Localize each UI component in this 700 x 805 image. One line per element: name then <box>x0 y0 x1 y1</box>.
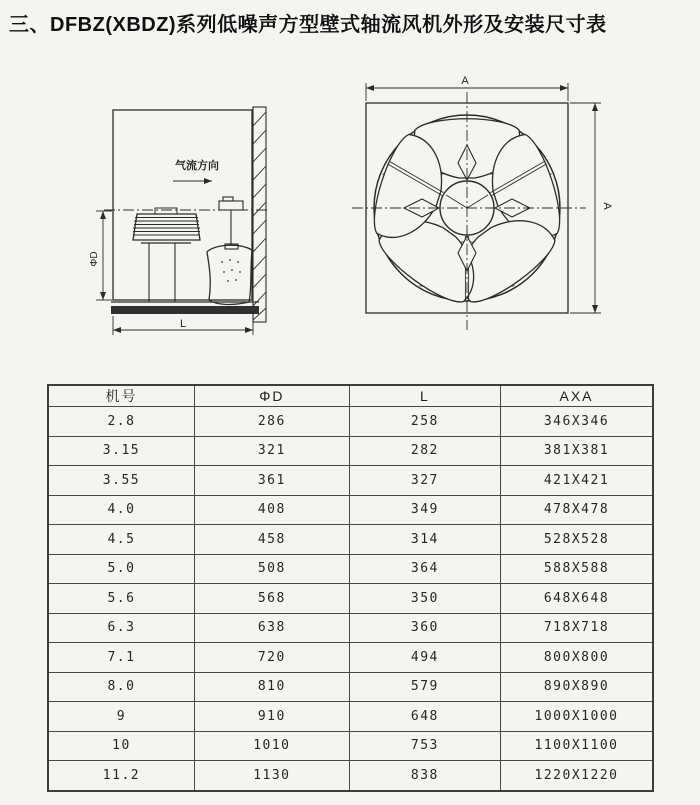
table-cell: 381X381 <box>501 436 653 466</box>
table-cell: 1010 <box>194 731 349 761</box>
wall-hatching <box>253 112 266 320</box>
table-cell: 282 <box>349 436 500 466</box>
blade-speckles <box>221 259 241 282</box>
table-cell: 1000X1000 <box>501 702 653 732</box>
table-cell: 408 <box>194 495 349 525</box>
table-cell: 648X648 <box>501 584 653 614</box>
front-view-drawing <box>352 83 601 330</box>
table-cell: 258 <box>349 407 500 437</box>
table-cell: 494 <box>349 643 500 673</box>
table-cell: 458 <box>194 525 349 555</box>
table-row <box>48 672 653 702</box>
motor-pedestal <box>149 243 175 302</box>
table-cell: 5.6 <box>48 584 194 614</box>
header-length: L <box>349 385 500 407</box>
table-cell: 508 <box>194 554 349 584</box>
table-cell: 1100X1100 <box>501 731 653 761</box>
header-model: 机号 <box>48 385 194 407</box>
table-cell: 718X718 <box>501 613 653 643</box>
table-cell: 2.8 <box>48 407 194 437</box>
table-cell: 346X346 <box>501 407 653 437</box>
hub-assembly <box>219 197 243 249</box>
table-header-row <box>48 385 653 407</box>
table-cell: 350 <box>349 584 500 614</box>
table-cell: 5.0 <box>48 554 194 584</box>
dim-a-top-label: A <box>461 75 469 87</box>
table-cell: 349 <box>349 495 500 525</box>
table-row <box>48 731 653 761</box>
table-row <box>48 495 653 525</box>
dimensions-table <box>47 384 654 792</box>
table-cell: 1220X1220 <box>501 761 653 792</box>
table-cell: 314 <box>349 525 500 555</box>
table-cell: 720 <box>194 643 349 673</box>
table-cell: 588X588 <box>501 554 653 584</box>
dim-l-label: L <box>179 318 187 330</box>
table-cell: 360 <box>349 613 500 643</box>
table-cell: 648 <box>349 702 500 732</box>
table-row <box>48 702 653 732</box>
table-row <box>48 436 653 466</box>
impeller-blade <box>207 245 252 304</box>
table-cell: 753 <box>349 731 500 761</box>
table-cell: 810 <box>194 672 349 702</box>
table-cell: 890X890 <box>501 672 653 702</box>
table-row <box>48 466 653 496</box>
table-cell: 286 <box>194 407 349 437</box>
table-cell: 11.2 <box>48 761 194 792</box>
table-row <box>48 554 653 584</box>
header-axa: AXA <box>501 385 653 407</box>
table-cell: 421X421 <box>501 466 653 496</box>
table-row <box>48 643 653 673</box>
table-cell: 327 <box>349 466 500 496</box>
side-view-drawing <box>96 107 270 335</box>
header-diameter: ΦD <box>194 385 349 407</box>
table-cell: 638 <box>194 613 349 643</box>
table-cell: 3.55 <box>48 466 194 496</box>
table-cell: 4.0 <box>48 495 194 525</box>
motor <box>133 208 200 243</box>
table-cell: 7.1 <box>48 643 194 673</box>
table-row <box>48 407 653 437</box>
airflow-direction-label: 气流方向 <box>175 160 219 172</box>
table-cell: 8.0 <box>48 672 194 702</box>
table-cell: 1130 <box>194 761 349 792</box>
table-row <box>48 613 653 643</box>
table-cell: 4.5 <box>48 525 194 555</box>
table-cell: 9 <box>48 702 194 732</box>
table-row <box>48 584 653 614</box>
table-cell: 10 <box>48 731 194 761</box>
table-cell: 579 <box>349 672 500 702</box>
table-cell: 800X800 <box>501 643 653 673</box>
dim-phi-d-label: ΦD <box>89 251 100 267</box>
table-cell: 321 <box>194 436 349 466</box>
table-cell: 910 <box>194 702 349 732</box>
technical-drawings <box>0 0 700 360</box>
table-cell: 364 <box>349 554 500 584</box>
table-row <box>48 525 653 555</box>
table-cell: 478X478 <box>501 495 653 525</box>
table-cell: 838 <box>349 761 500 792</box>
table-cell: 361 <box>194 466 349 496</box>
housing-outline <box>113 110 252 300</box>
table-cell: 6.3 <box>48 613 194 643</box>
table-cell: 568 <box>194 584 349 614</box>
table-cell: 528X528 <box>501 525 653 555</box>
table-cell: 3.15 <box>48 436 194 466</box>
page-title: 三、DFBZ(XBDZ)系列低噪声方型壁式轴流风机外形及安装尺寸表 <box>9 14 607 36</box>
dim-a-right-label: A <box>601 202 613 210</box>
table-row <box>48 761 653 792</box>
